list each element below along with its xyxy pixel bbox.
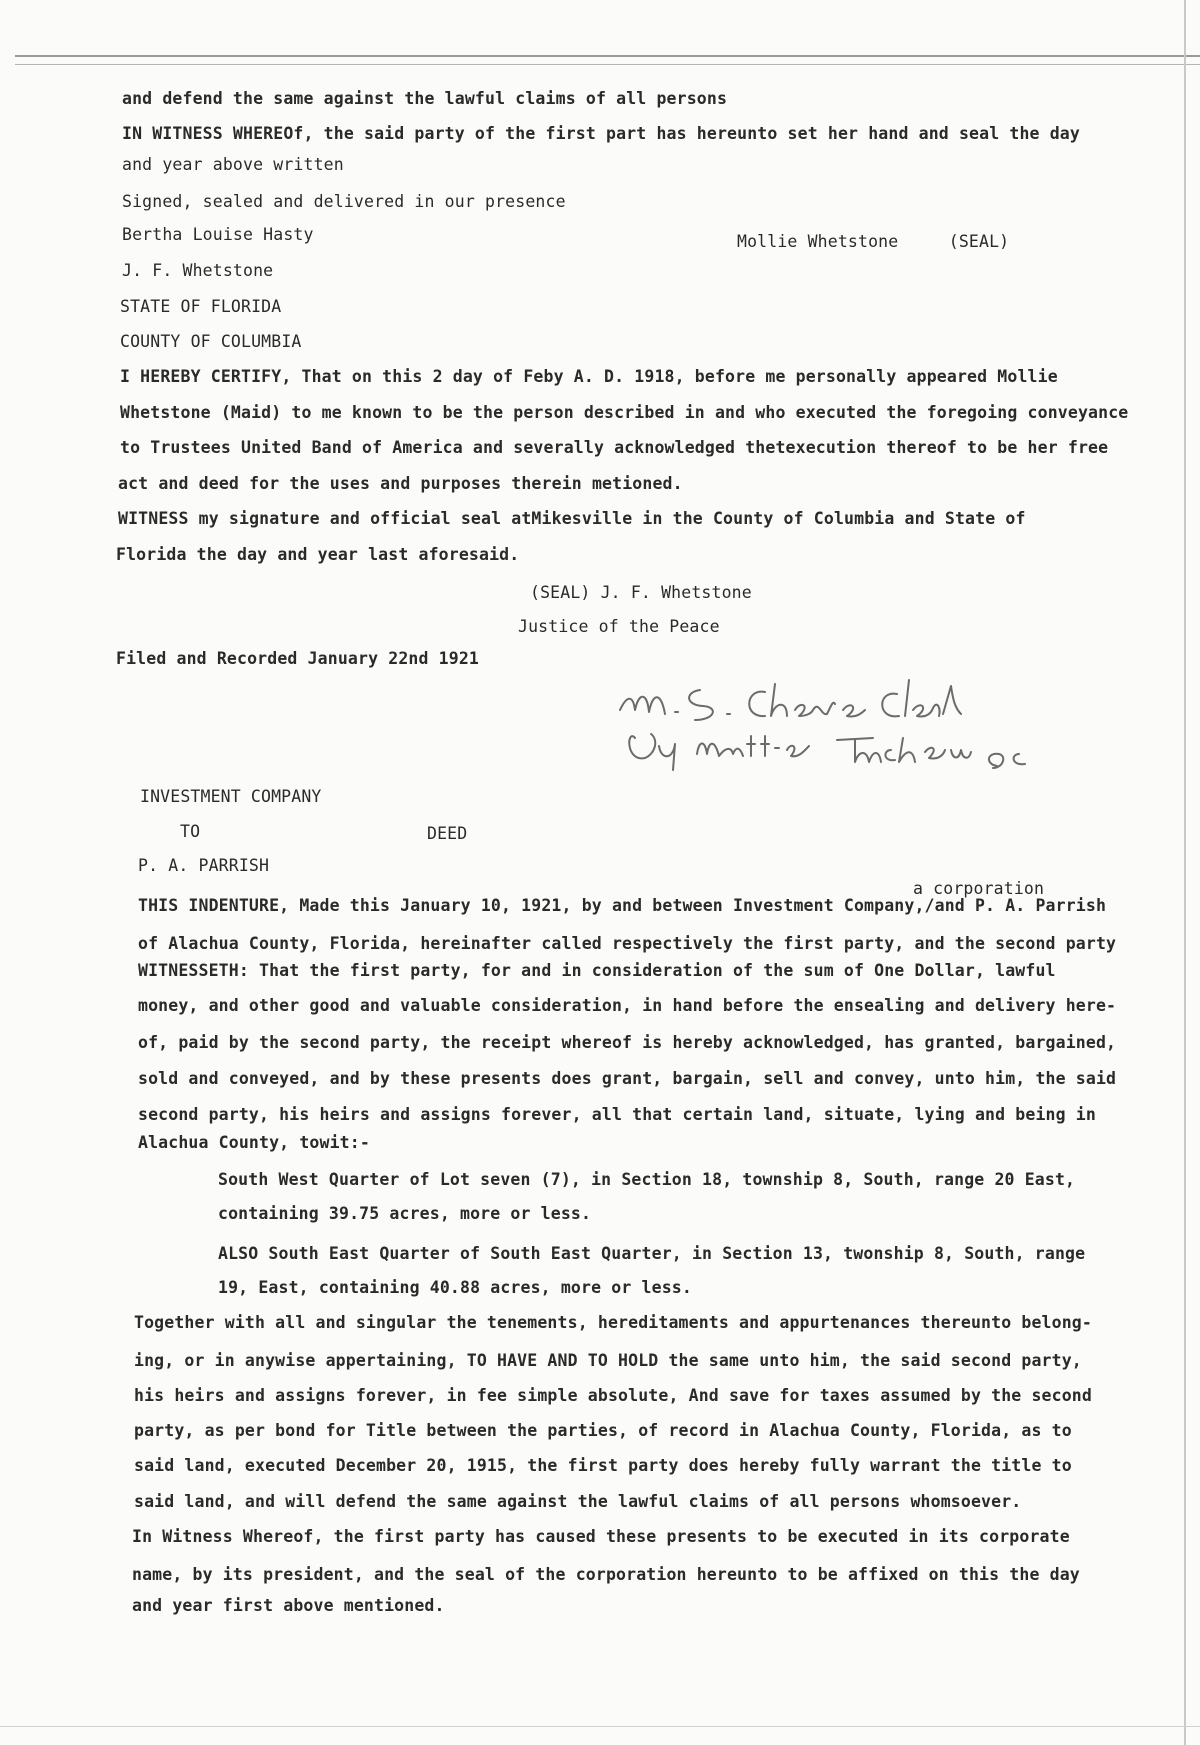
- witness-name: J. F. Whetstone: [122, 261, 274, 280]
- text-line: WITNESSETH: That the first party, for and in consideration of the sum of One Dollar, lawful: [138, 961, 1056, 980]
- text-line: second party, his heirs and assigns forever, all that certain land, situate, lying and being in: [138, 1105, 1096, 1124]
- text-line: party, as per bond for Title between the parties, of record in Alachua County, Florida, as to: [134, 1421, 1072, 1440]
- text-line: and year first above mentioned.: [132, 1596, 445, 1615]
- text-line: Alachua County, towit:-: [138, 1133, 370, 1152]
- handwritten-signature-icon: [615, 670, 1105, 780]
- text-line: sold and conveyed, and by these presents does grant, bargain, sell and convey, unto him, the said: [138, 1069, 1117, 1088]
- land-description: ALSO South East Quarter of South East Quarter, in Section 13, twonship 8, South, range: [218, 1244, 1086, 1263]
- grantee-heading: P. A. PARRISH: [138, 856, 270, 875]
- text-line: and defend the same against the lawful claims of all persons: [122, 89, 728, 108]
- text-line: act and deed for the uses and purposes therein metioned.: [118, 474, 683, 493]
- top-rule: [15, 55, 1200, 65]
- text-line: Florida the day and year last aforesaid.: [116, 545, 520, 564]
- text-line: name, by its president, and the seal of the corporation hereunto to be affixed on this the day: [132, 1565, 1080, 1584]
- text-line: his heirs and assigns forever, in fee simple absolute, And save for taxes assumed by the second: [134, 1386, 1092, 1405]
- grantor-signature-line: Mollie Whetstone (SEAL): [737, 232, 1010, 251]
- land-description: containing 39.75 acres, more or less.: [218, 1204, 592, 1223]
- to-heading: TO: [180, 822, 201, 841]
- page-bottom-edge: [0, 1726, 1200, 1745]
- text-line: Signed, sealed and delivered in our presence: [122, 192, 566, 211]
- text-line: said land, and will defend the same against the lawful claims of all persons whomsoever.: [134, 1492, 1022, 1511]
- text-line: and year above written: [122, 155, 344, 174]
- text-line: said land, executed December 20, 1915, the first party does hereby fully warrant the title to: [134, 1456, 1072, 1475]
- land-description: 19, East, containing 40.88 acres, more or less.: [218, 1278, 692, 1297]
- grantor-heading: INVESTMENT COMPANY: [140, 787, 322, 806]
- state-line: STATE OF FLORIDA: [120, 297, 282, 316]
- land-description: South West Quarter of Lot seven (7), in Section 18, township 8, South, range 20 East,: [218, 1170, 1076, 1189]
- clerk-signature: [615, 670, 1105, 780]
- text-line: money, and other good and valuable consideration, in hand before the ensealing and delivery here-: [138, 996, 1117, 1015]
- county-line: COUNTY OF COLUMBIA: [120, 332, 302, 351]
- filed-recorded-line: Filed and Recorded January 22nd 1921: [116, 649, 480, 668]
- text-line: Whetstone (Maid) to me known to be the person described in and who executed the foregoing conveyance: [120, 403, 1129, 422]
- witness-name: Bertha Louise Hasty: [122, 225, 314, 244]
- text-line: Together with all and singular the tenements, hereditaments and appurtenances thereunto belong-: [134, 1313, 1092, 1332]
- justice-signature: (SEAL) J. F. Whetstone: [530, 583, 752, 602]
- text-line: WITNESS my signature and official seal atMikesville in the County of Columbia and State of: [118, 509, 1026, 528]
- interlinear-note: a corporation: [913, 879, 1045, 898]
- page-edge: [1184, 0, 1186, 1745]
- deed-type-heading: DEED: [427, 824, 468, 843]
- text-line: to Trustees United Band of America and severally acknowledged thetexecution thereof to be her free: [120, 438, 1109, 457]
- text-line: THIS INDENTURE, Made this January 10, 1921, by and between Investment Company,/and P. A. Parrish: [138, 896, 1107, 915]
- text-line: IN WITNESS WHEREOf, the said party of the first part has hereunto set her hand and seal the day: [122, 124, 1080, 143]
- text-line: ing, or in anywise appertaining, TO HAVE AND TO HOLD the same unto him, the said second party,: [134, 1351, 1082, 1370]
- text-line: of Alachua County, Florida, hereinafter called respectively the first party, and the second party: [138, 934, 1117, 953]
- text-line: In Witness Whereof, the first party has caused these presents to be executed in its corporate: [132, 1527, 1070, 1546]
- text-line: I HEREBY CERTIFY, That on this 2 day of Feby A. D. 1918, before me personally appeared Mollie: [120, 367, 1058, 386]
- justice-title: Justice of the Peace: [518, 617, 720, 636]
- text-line: of, paid by the second party, the receipt whereof is hereby acknowledged, has granted, bargained,: [138, 1033, 1117, 1052]
